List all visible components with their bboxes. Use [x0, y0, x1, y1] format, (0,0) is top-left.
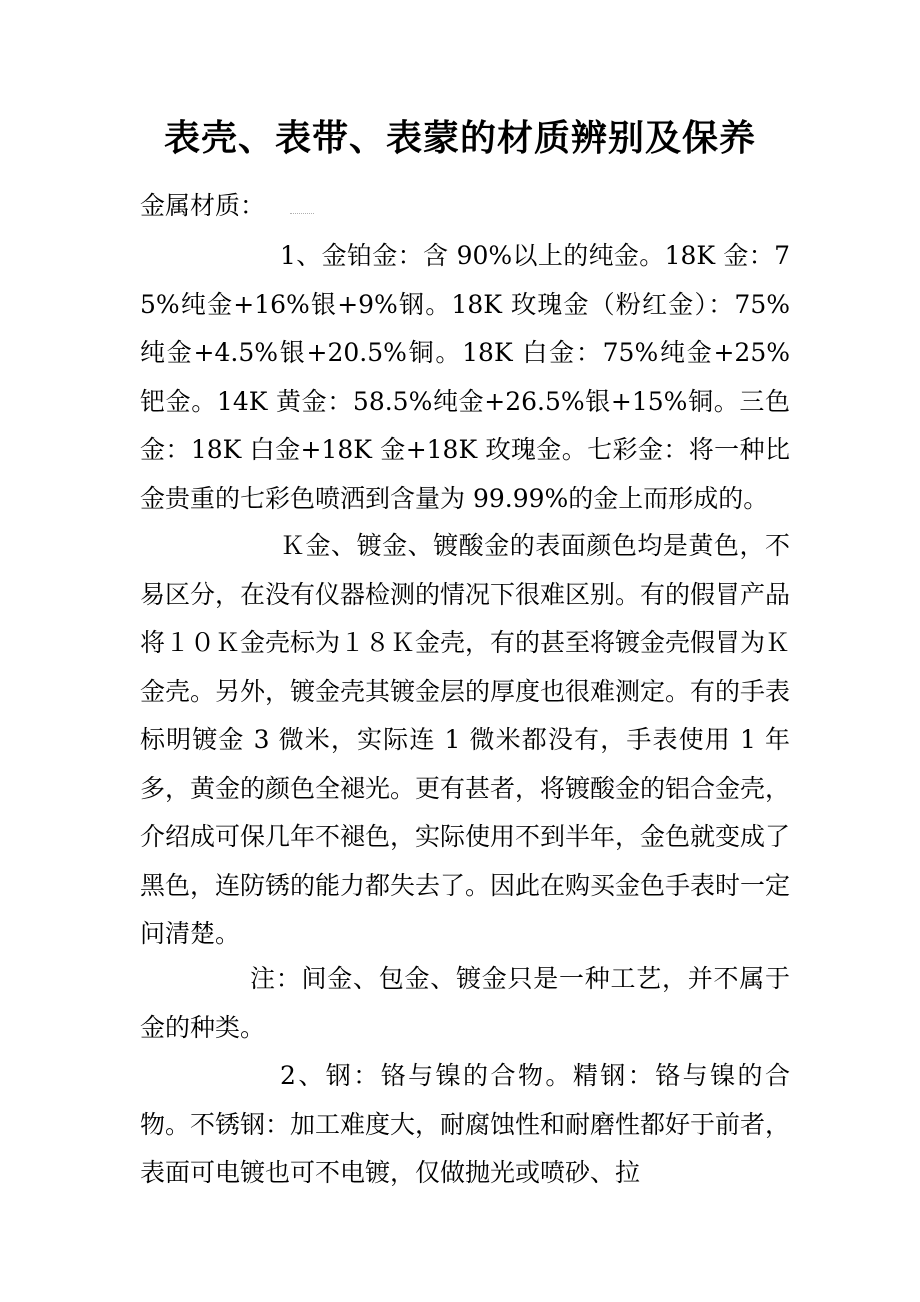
paragraph-steel: 2、钢：铬与镍的合物。精钢：铬与镍的合物。不锈钢：加工难度大，耐腐蚀性和耐磨性都好于前者，表面可电镀也可不电镀，仅做抛光或喷砂、拉	[140, 1061, 791, 1187]
paragraph-note: 注：间金、包金、镀金只是一种工艺，并不属于金的种类。	[140, 964, 790, 1042]
dotted-mark	[650, 503, 686, 504]
section-label: 金属材质：	[140, 191, 266, 220]
paragraph-gold-types: 1、金铂金：含 90%以上的纯金。18K 金：75%纯金+16%银+9%钢。18K 玫瑰金（粉红金）：75%纯金+4.5%银+20.5%铜。18K 白金：75%纯金+25%钯金。14K 黄金：58.5%纯金+26.5%银+15%铜。三色金：18K 白金+18K 金+18K 玫瑰金。七彩金：将一种比金贵重的七彩色喷洒到含量为 99.99%的金上而形成的。	[140, 241, 790, 513]
document-title: 表壳、表带、表蒙的材质辨别及保养	[163, 117, 756, 159]
dotted-mark	[290, 213, 314, 214]
paragraph-k-gold-plating: Ｋ金、镀金、镀酸金的表面颜色均是黄色，不易区分，在没有仪器检测的情况下很难区别。有的假冒产品将１０Ｋ金壳标为１８Ｋ金壳，有的甚至将镀金壳假冒为Ｋ金壳。另外，镀金壳其镀金层的厚度也很难测定。有的手表标明镀金 3 微米，实际连 1 微米都没有，手表使用 1 年多，黄金的颜色全褪光。更有甚者，将镀酸金的铝合金壳，介绍成可保几年不褪色，实际使用不到半年，金色就变成了黑色，连防锈的能力都失去了。因此在购买金色手表时一定问清楚。	[140, 531, 791, 948]
